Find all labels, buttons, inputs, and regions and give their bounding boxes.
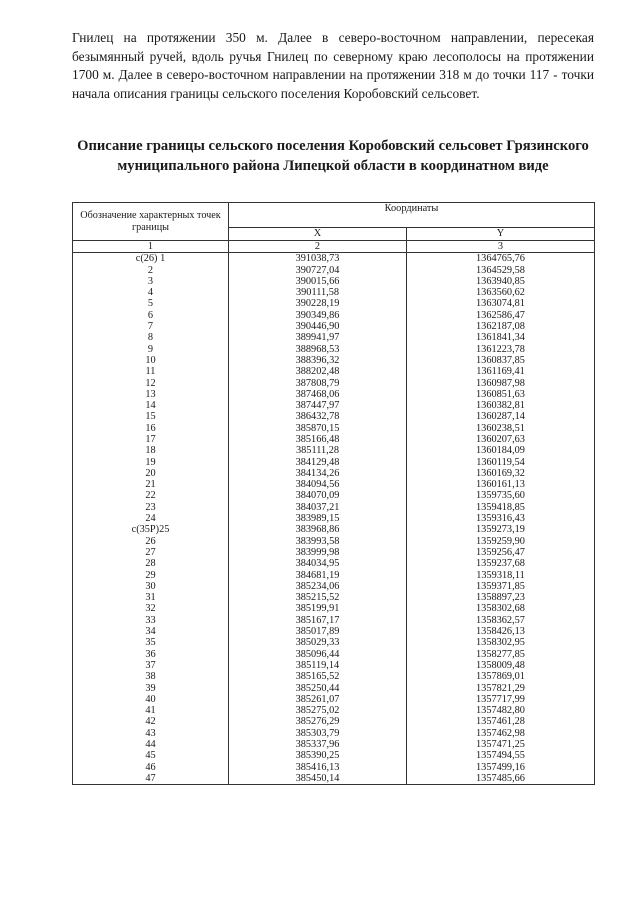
point-id-cell: 32	[73, 603, 229, 614]
point-id-cell: 28	[73, 558, 229, 569]
y-coordinate-cell: 1362586,47	[407, 310, 595, 321]
point-id-cell: с(26) 1	[73, 253, 229, 265]
table-row	[73, 660, 595, 671]
y-coordinate-cell: 1360169,32	[407, 468, 595, 479]
table-row	[73, 310, 595, 321]
y-coordinate-cell: 1359418,85	[407, 502, 595, 513]
x-coordinate-cell: 385017,89	[229, 626, 407, 637]
y-coordinate-cell: 1357482,80	[407, 705, 595, 716]
x-coordinate-cell: 385166,48	[229, 434, 407, 445]
y-coordinate-cell: 1359371,85	[407, 581, 595, 592]
y-coordinate-cell: 1360161,13	[407, 479, 595, 490]
y-coordinate-cell: 1359273,19	[407, 524, 595, 535]
y-coordinate-cell: 1361841,34	[407, 332, 595, 343]
table-row	[73, 694, 595, 705]
point-id-cell: 3	[73, 276, 229, 287]
table-row	[73, 265, 595, 276]
point-id-cell: 44	[73, 739, 229, 750]
table-row	[73, 479, 595, 490]
point-id-cell: 11	[73, 366, 229, 377]
x-coordinate-cell: 385303,79	[229, 728, 407, 739]
x-coordinate-cell: 390015,66	[229, 276, 407, 287]
table-row	[73, 377, 595, 388]
y-coordinate-cell: 1358426,13	[407, 626, 595, 637]
y-coordinate-cell: 1358362,57	[407, 615, 595, 626]
column-number-2: 2	[229, 241, 407, 253]
x-coordinate-cell: 383993,58	[229, 536, 407, 547]
point-id-cell: 35	[73, 637, 229, 648]
table-row	[73, 558, 595, 569]
x-coordinate-cell: 385029,33	[229, 637, 407, 648]
point-id-cell: 34	[73, 626, 229, 637]
x-coordinate-cell: 386432,78	[229, 411, 407, 422]
point-id-cell: 26	[73, 536, 229, 547]
point-id-cell: с(35Р)25	[73, 524, 229, 535]
y-coordinate-cell: 1363560,62	[407, 287, 595, 298]
table-row	[73, 637, 595, 648]
table-row	[73, 592, 595, 603]
x-coordinate-cell: 384129,48	[229, 457, 407, 468]
point-id-cell: 22	[73, 490, 229, 501]
y-coordinate-cell: 1360119,54	[407, 457, 595, 468]
table-row	[73, 716, 595, 727]
x-coordinate-cell: 385165,52	[229, 671, 407, 682]
x-coordinate-cell: 385275,02	[229, 705, 407, 716]
point-id-cell: 43	[73, 728, 229, 739]
y-coordinate-cell: 1359259,90	[407, 536, 595, 547]
y-coordinate-cell: 1357485,66	[407, 773, 595, 785]
y-coordinate-cell: 1360184,09	[407, 445, 595, 456]
y-coordinate-cell: 1357494,55	[407, 750, 595, 761]
point-id-cell: 41	[73, 705, 229, 716]
point-id-cell: 5	[73, 298, 229, 309]
column-number-1: 1	[73, 241, 229, 253]
table-row	[73, 253, 595, 265]
x-coordinate-cell: 385167,17	[229, 615, 407, 626]
point-id-cell: 20	[73, 468, 229, 479]
point-id-cell: 21	[73, 479, 229, 490]
x-coordinate-cell: 385119,14	[229, 660, 407, 671]
y-coordinate-cell: 1363940,85	[407, 276, 595, 287]
table-row	[73, 750, 595, 761]
point-id-cell: 13	[73, 389, 229, 400]
x-coordinate-cell: 383989,15	[229, 513, 407, 524]
point-id-cell: 46	[73, 762, 229, 773]
y-coordinate-cell: 1360207,63	[407, 434, 595, 445]
table-row	[73, 400, 595, 411]
point-id-cell: 33	[73, 615, 229, 626]
x-coordinate-cell: 385215,52	[229, 592, 407, 603]
table-row	[73, 570, 595, 581]
point-id-cell: 37	[73, 660, 229, 671]
y-coordinate-cell: 1357717,99	[407, 694, 595, 705]
x-coordinate-cell: 390727,04	[229, 265, 407, 276]
table-row	[73, 603, 595, 614]
x-coordinate-cell: 390349,86	[229, 310, 407, 321]
x-coordinate-cell: 384134,26	[229, 468, 407, 479]
table-row	[73, 276, 595, 287]
point-id-cell: 10	[73, 355, 229, 366]
point-id-cell: 15	[73, 411, 229, 422]
table-row	[73, 457, 595, 468]
y-coordinate-cell: 1358009,48	[407, 660, 595, 671]
point-id-cell: 29	[73, 570, 229, 581]
table-row	[73, 468, 595, 479]
table-row	[73, 321, 595, 332]
x-coordinate-cell: 390446,90	[229, 321, 407, 332]
point-id-cell: 27	[73, 547, 229, 558]
header-x: X	[229, 228, 407, 241]
table-row	[73, 298, 595, 309]
y-coordinate-cell: 1357471,25	[407, 739, 595, 750]
y-coordinate-cell: 1359256,47	[407, 547, 595, 558]
y-coordinate-cell: 1358277,85	[407, 649, 595, 660]
table-row	[73, 366, 595, 377]
y-coordinate-cell: 1364765,76	[407, 253, 595, 265]
x-coordinate-cell: 388202,48	[229, 366, 407, 377]
x-coordinate-cell: 384094,56	[229, 479, 407, 490]
x-coordinate-cell: 388968,53	[229, 344, 407, 355]
x-coordinate-cell: 385250,44	[229, 682, 407, 693]
y-coordinate-cell: 1360287,14	[407, 411, 595, 422]
column-number-3: 3	[407, 241, 595, 253]
table-row	[73, 547, 595, 558]
table-row	[73, 615, 595, 626]
header-point-designation: Обозначение характерных точек границы	[73, 203, 229, 241]
x-coordinate-cell: 384681,19	[229, 570, 407, 581]
table-row	[73, 502, 595, 513]
coordinates-table-body	[73, 253, 595, 785]
table-row	[73, 434, 595, 445]
y-coordinate-cell: 1360851,63	[407, 389, 595, 400]
point-id-cell: 38	[73, 671, 229, 682]
x-coordinate-cell: 387468,06	[229, 389, 407, 400]
y-coordinate-cell: 1357499,16	[407, 762, 595, 773]
y-coordinate-cell: 1359735,60	[407, 490, 595, 501]
point-id-cell: 47	[73, 773, 229, 785]
x-coordinate-cell: 385276,29	[229, 716, 407, 727]
x-coordinate-cell: 390228,19	[229, 298, 407, 309]
point-id-cell: 17	[73, 434, 229, 445]
point-id-cell: 12	[73, 377, 229, 388]
point-id-cell: 8	[73, 332, 229, 343]
x-coordinate-cell: 385450,14	[229, 773, 407, 785]
x-coordinate-cell: 389941,97	[229, 332, 407, 343]
y-coordinate-cell: 1359318,11	[407, 570, 595, 581]
point-id-cell: 14	[73, 400, 229, 411]
y-coordinate-cell: 1360382,81	[407, 400, 595, 411]
x-coordinate-cell: 385261,07	[229, 694, 407, 705]
table-row	[73, 513, 595, 524]
point-id-cell: 6	[73, 310, 229, 321]
x-coordinate-cell: 385390,25	[229, 750, 407, 761]
section-title: Описание границы сельского поселения Коробовский сельсовет Грязинского муниципального района Липецкой области в координатном виде	[77, 138, 589, 174]
y-coordinate-cell: 1357821,29	[407, 682, 595, 693]
point-id-cell: 30	[73, 581, 229, 592]
point-id-cell: 40	[73, 694, 229, 705]
x-coordinate-cell: 391038,73	[229, 253, 407, 265]
point-id-cell: 4	[73, 287, 229, 298]
x-coordinate-cell: 385199,91	[229, 603, 407, 614]
point-id-cell: 39	[73, 682, 229, 693]
y-coordinate-cell: 1362187,08	[407, 321, 595, 332]
table-row	[73, 773, 595, 785]
y-coordinate-cell: 1358302,68	[407, 603, 595, 614]
point-id-cell: 7	[73, 321, 229, 332]
x-coordinate-cell: 384034,95	[229, 558, 407, 569]
y-coordinate-cell: 1357461,28	[407, 716, 595, 727]
y-coordinate-cell: 1361223,78	[407, 344, 595, 355]
table-row	[73, 524, 595, 535]
x-coordinate-cell: 385870,15	[229, 423, 407, 434]
table-row	[73, 423, 595, 434]
x-coordinate-cell: 385416,13	[229, 762, 407, 773]
x-coordinate-cell: 383968,86	[229, 524, 407, 535]
y-coordinate-cell: 1360837,85	[407, 355, 595, 366]
point-id-cell: 16	[73, 423, 229, 434]
table-row	[73, 536, 595, 547]
table-row	[73, 705, 595, 716]
x-coordinate-cell: 385234,06	[229, 581, 407, 592]
table-row	[73, 581, 595, 592]
point-id-cell: 9	[73, 344, 229, 355]
y-coordinate-cell: 1358897,23	[407, 592, 595, 603]
table-row	[73, 389, 595, 400]
table-row	[73, 728, 595, 739]
coordinates-table	[72, 202, 595, 785]
table-row	[73, 411, 595, 422]
x-coordinate-cell: 387447,97	[229, 400, 407, 411]
point-id-cell: 31	[73, 592, 229, 603]
x-coordinate-cell: 384037,21	[229, 502, 407, 513]
x-coordinate-cell: 388396,32	[229, 355, 407, 366]
y-coordinate-cell: 1357869,01	[407, 671, 595, 682]
y-coordinate-cell: 1360238,51	[407, 423, 595, 434]
x-coordinate-cell: 385111,28	[229, 445, 407, 456]
table-row	[73, 490, 595, 501]
point-id-cell: 45	[73, 750, 229, 761]
y-coordinate-cell: 1361169,41	[407, 366, 595, 377]
point-id-cell: 42	[73, 716, 229, 727]
x-coordinate-cell: 383999,98	[229, 547, 407, 558]
header-coordinates: Координаты	[229, 203, 595, 228]
table-row	[73, 287, 595, 298]
y-coordinate-cell: 1363074,81	[407, 298, 595, 309]
point-id-cell: 24	[73, 513, 229, 524]
y-coordinate-cell: 1359316,43	[407, 513, 595, 524]
table-row	[73, 671, 595, 682]
y-coordinate-cell: 1358302,95	[407, 637, 595, 648]
y-coordinate-cell: 1359237,68	[407, 558, 595, 569]
point-id-cell: 19	[73, 457, 229, 468]
point-id-cell: 2	[73, 265, 229, 276]
table-row	[73, 332, 595, 343]
table-row	[73, 762, 595, 773]
table-row	[73, 739, 595, 750]
point-id-cell: 18	[73, 445, 229, 456]
header-y: Y	[407, 228, 595, 241]
intro-paragraph: Гнилец на протяжении 350 м. Далее в северо-восточном направлении, пересекая безымянный ручей, вдоль ручья Гнилец по северному краю лесополосы на протяжении 1700 м. Далее в северо-восточном направлении на протяжении 318 м до точки 117 - точки начала описания границы сельского поселения Коробовский сельсовет.	[72, 30, 594, 101]
x-coordinate-cell: 385096,44	[229, 649, 407, 660]
table-row	[73, 445, 595, 456]
table-row	[73, 682, 595, 693]
table-row	[73, 626, 595, 637]
point-id-cell: 23	[73, 502, 229, 513]
y-coordinate-cell: 1357462,98	[407, 728, 595, 739]
y-coordinate-cell: 1364529,58	[407, 265, 595, 276]
table-row	[73, 355, 595, 366]
table-row	[73, 649, 595, 660]
x-coordinate-cell: 387808,79	[229, 377, 407, 388]
point-id-cell: 36	[73, 649, 229, 660]
x-coordinate-cell: 390111,58	[229, 287, 407, 298]
table-row	[73, 344, 595, 355]
x-coordinate-cell: 385337,96	[229, 739, 407, 750]
y-coordinate-cell: 1360987,98	[407, 377, 595, 388]
x-coordinate-cell: 384070,09	[229, 490, 407, 501]
